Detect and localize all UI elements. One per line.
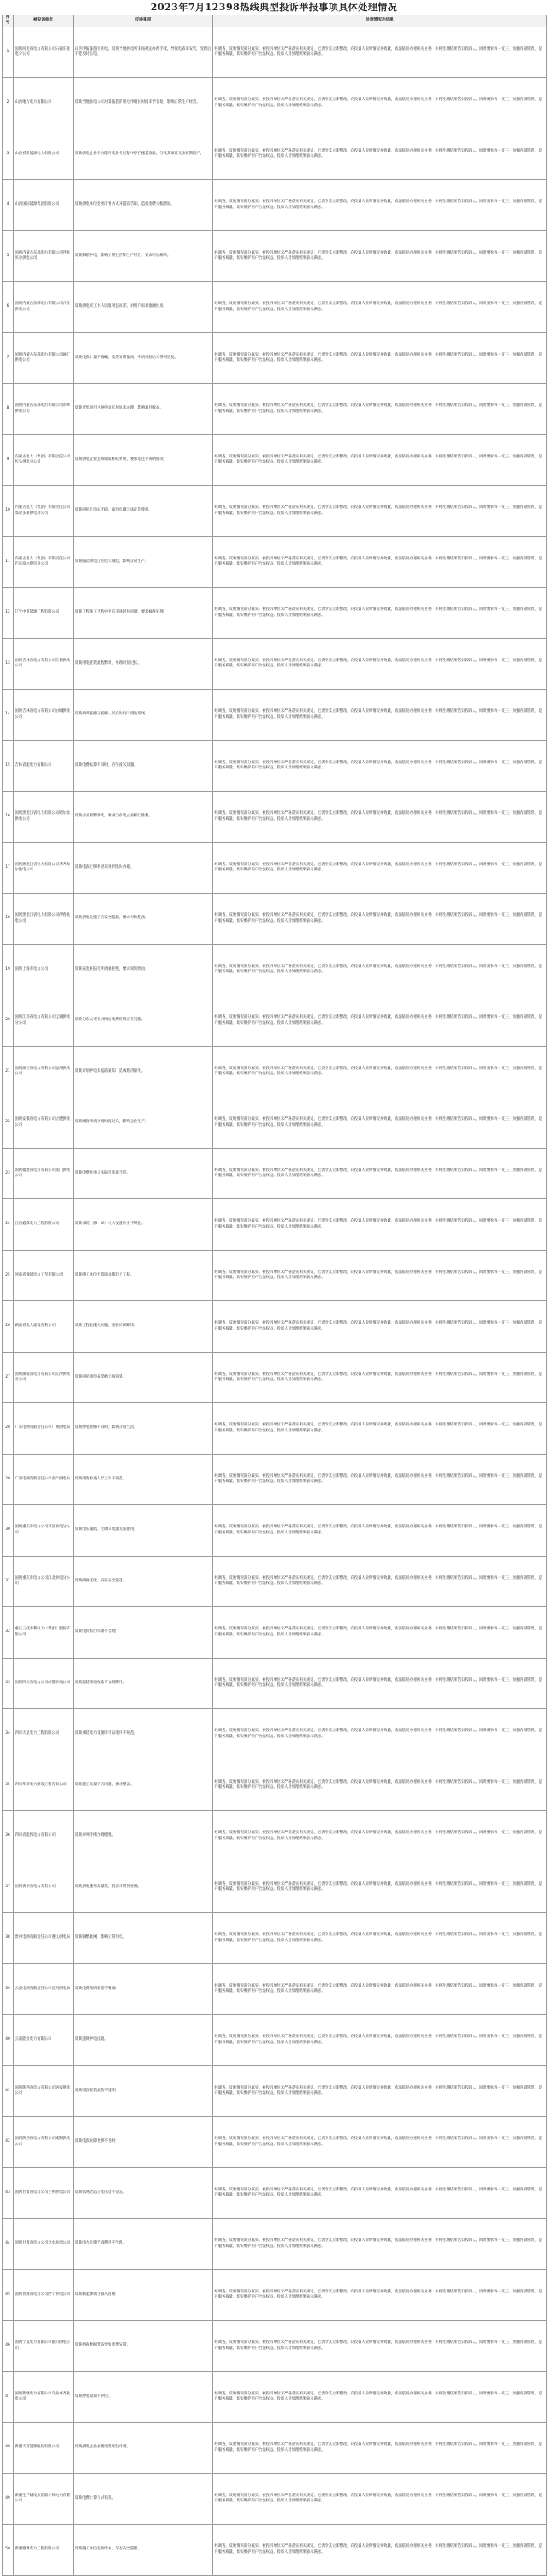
table-row (3, 2015, 547, 2066)
handling-result: 经调查，反映情况部分属实。被投诉单位未严格落实相关规定，已责令其立即整改，向投诉人说明情况并致歉，依法依规办理相关业务，并将处理结果告知投诉人。同时要求举一反三，加强内部管理，提升服务质量，切实维护用户合法权益。投诉人对处理结果表示满意。 (213, 792, 547, 843)
reported-issue: 反映用电检查人员工作不规范。 (74, 1454, 213, 1505)
row-number: 23 (3, 1148, 14, 1199)
table-row (3, 1352, 547, 1403)
row-number: 34 (3, 1709, 14, 1760)
complained-unit: 国网吉林省电力有限公司白城供电公司 (14, 690, 74, 741)
reported-issue: 反映报装用电收取不合理费用。 (74, 1658, 213, 1709)
handling-result: 经调查，反映情况部分属实。被投诉单位未严格落实相关规定，已责令其立即整改，向投诉人说明情况并致歉，依法依规办理相关业务，并将处理结果告知投诉人。同时要求举一反三，加强内部管理，提升服务质量，切实维护用户合法权益。投诉人对处理结果表示满意。 (213, 690, 547, 741)
reported-issue: 反映农网改造后电压仍不稳定。 (74, 2167, 213, 2219)
table-row (3, 1607, 547, 1659)
handling-result: 经调查，反映情况部分属实。被投诉单位未严格落实相关规定，已责令其立即整改，向投诉人说明情况并致歉，依法依规办理相关业务，并将处理结果告知投诉人。同时要求举一反三，加强内部管理，提升服务质量，切实维护用户合法权益。投诉人对处理结果表示满意。 (213, 740, 547, 792)
complained-unit: 国网内蒙古东部电力有限公司呼伦贝尔供电公司 (14, 230, 74, 282)
handling-result: 经调查，反映情况部分属实。被投诉单位未严格落实相关规定，已责令其立即整改，向投诉人说明情况并致歉，依法依规办理相关业务，并将处理结果告知投诉人。同时要求举一反三，加强内部管理，提升服务质量，切实维护用户合法权益。投诉人对处理结果表示满意。 (213, 1148, 547, 1199)
handling-result: 经调查，反映情况部分属实。被投诉单位未严格落实相关规定，已责令其立即整改，向投诉人说明情况并致歉，依法依规办理相关业务，并将处理结果告知投诉人。同时要求举一反三，加强内部管理，提升服务质量，切实维护用户合法权益。投诉人对处理结果表示满意。 (213, 1607, 547, 1659)
complained-unit: 国网甘肃省电力公司天水供电公司 (14, 2219, 74, 2270)
column-header-result: 处理情况及结果 (213, 15, 547, 27)
handling-result: 经调查，反映情况部分属实。被投诉单位未严格落实相关规定，已责令其立即整改，向投诉人说明情况并致歉，依法依规办理相关业务，并将处理结果告知投诉人。同时要求举一反三，加强内部管理，提升服务质量，切实维护用户合法权益。投诉人对处理结果表示满意。 (213, 1505, 547, 1557)
handling-result: 经调查，反映情况部分属实。被投诉单位未严格落实相关规定，已责令其立即整改，向投诉人说明情况并致歉，依法依规办理相关业务，并将处理结果告知投诉人。同时要求举一反三，加强内部管理，提升服务质量，切实维护用户合法权益。投诉人对处理结果表示满意。 (213, 638, 547, 690)
row-number: 37 (3, 1862, 14, 1913)
table-row (3, 78, 547, 129)
complained-unit: 内蒙古电力（集团）有限责任公司包头供电分公司 (14, 434, 74, 486)
handling-result: 经调查，反映情况部分属实。被投诉单位未严格落实相关规定，已责令其立即整改，向投诉人说明情况并致歉，依法依规办理相关业务，并将处理结果告知投诉人。同时要求举一反三，加强内部管理，提升服务质量，切实维护用户合法权益。投诉人对处理结果表示满意。 (213, 944, 547, 995)
reported-issue: 反映用电报装流程繁琐，办理时间过长。 (74, 638, 213, 690)
row-number: 18 (3, 894, 14, 945)
table-row (3, 1148, 547, 1199)
table-row (3, 1046, 547, 1097)
complained-unit: 国网重庆市电力公司江北供电分公司 (14, 1556, 74, 1607)
row-number: 4 (3, 180, 14, 231)
handling-result: 经调查，反映情况部分属实。被投诉单位未严格落实相关规定，已责令其立即整改，向投诉人说明情况并致歉，依法依规办理相关业务，并将处理结果告知投诉人。同时要求举一反三，加强内部管理，提升服务质量，切实维护用户合法权益。投诉人对处理结果表示满意。 (213, 894, 547, 945)
row-number: 31 (3, 1556, 14, 1607)
complained-unit: 国网宁夏电力有限公司银川供电公司 (14, 2321, 74, 2372)
table-row (3, 1454, 547, 1505)
handling-result: 经调查，反映情况部分属实。被投诉单位未严格落实相关规定，已责令其立即整改，向投诉人说明情况并致歉，依法依规办理相关业务，并将处理结果告知投诉人。同时要求举一反三，加强内部管理，提升服务质量，切实维护用户合法权益。投诉人对处理结果表示满意。 (213, 129, 547, 180)
handling-result: 经调查，反映情况部分属实。被投诉单位未严格落实相关规定，已责令其立即整改，向投诉人说明情况并致歉，依法依规办理相关业务，并将处理结果告知投诉人。同时要求举一反三，加强内部管理，提升服务质量，切实维护用户合法权益。投诉人对处理结果表示满意。 (213, 842, 547, 894)
table-row (3, 2219, 547, 2270)
row-number: 21 (3, 1046, 14, 1097)
reported-issue: 反映供电单位变更计费方式未提前告知，造成电费大幅增加。 (74, 180, 213, 231)
reported-issue: 反映并网手续办理缓慢。 (74, 1811, 213, 1862)
reported-issue: 反映增容报装流程不透明。 (74, 2065, 213, 2117)
handling-result: 经调查，反映情况部分属实。被投诉单位未严格落实相关规定，已责令其立即整改，向投诉人说明情况并致歉，依法依规办理相关业务，并将处理结果告知投诉人。同时要求举一反三，加强内部管理，提升服务质量，切实维护用户合法权益。投诉人对处理结果表示满意。 (213, 384, 547, 435)
reported-issue: 反映停电抢修不及时，影响正常生活。 (74, 1403, 213, 1455)
table-row (3, 282, 547, 333)
handling-result: 经调查，反映情况部分属实。被投诉单位未严格落实相关规定，已责令其立即整改，向投诉人说明情况并致歉，依法依规办理相关业务，并将处理结果告知投诉人。同时要求举一反三，加强内部管理，提升服务质量，切实维护用户合法权益。投诉人对处理结果表示满意。 (213, 1097, 547, 1149)
table-body (3, 27, 547, 2575)
complained-unit: 国网黑龙江省电力有限公司哈尔滨供电公司 (14, 792, 74, 843)
handling-result: 经调查，反映情况部分属实。被投诉单位未严格落实相关规定，已责令其立即整改，向投诉人说明情况并致歉，依法依规办理相关业务，并将处理结果告知投诉人。同时要求举一反三，加强内部管理，提升服务质量，切实维护用户合法权益。投诉人对处理结果表示满意。 (213, 1403, 547, 1455)
row-number: 27 (3, 1352, 14, 1403)
complained-unit: 四川省能投电力有限公司 (14, 1811, 74, 1862)
handling-result: 经调查，反映情况部分属实。被投诉单位未严格落实相关规定，已责令其立即整改，向投诉人说明情况并致歉，依法依规办理相关业务，并将处理结果告知投诉人。同时要求举一反三，加强内部管理，提升服务质量，切实维护用户合法权益。投诉人对处理结果表示满意。 (213, 1199, 547, 1251)
row-number: 29 (3, 1454, 14, 1505)
table-header-row (3, 15, 547, 27)
handling-result: 经调查，反映情况部分属实。被投诉单位未严格落实相关规定，已责令其立即整改，向投诉人说明情况并致歉，依法依规办理相关业务，并将处理结果告知投诉人。同时要求举一反三，加强内部管理，提升服务质量，切实维护用户合法权益。投诉人对处理结果表示满意。 (213, 995, 547, 1047)
handling-result: 经调查，反映情况部分属实。被投诉单位未严格落实相关规定，已责令其立即整改，向投诉人说明情况并致歉，依法依规办理相关业务，并将处理结果告知投诉人。同时要求举一反三，加强内部管理，提升服务质量，切实维护用户合法权益。投诉人对处理结果表示满意。 (213, 2167, 547, 2219)
reported-issue: 反映小区频繁停电，物业与供电企业相互推诿。 (74, 792, 213, 843)
handling-result: 经调查，反映情况部分属实。被投诉单位未严格落实相关规定，已责令其立即整改，向投诉人说明情况并致歉，依法依规办理相关业务，并将处理结果告知投诉人。同时要求举一反三，加强内部管理，提升服务质量，切实维护用户合法权益。投诉人对处理结果表示满意。 (213, 1963, 547, 2015)
reported-issue: 反映居民区电压不稳，家用电器无法正常使用。 (74, 486, 213, 537)
table-row (3, 2473, 547, 2525)
row-number: 33 (3, 1658, 14, 1709)
complained-unit: 国网陕西省电力有限公司西安供电公司 (14, 2065, 74, 2117)
table-row (3, 2371, 547, 2423)
table-row (3, 1913, 547, 1964)
table-row (3, 230, 547, 282)
reported-issue: 反映承装电力设施许可证使用不规范。 (74, 1709, 213, 1760)
handling-result: 经调查，反映情况部分属实。被投诉单位未严格落实相关规定，已责令其立即整改，向投诉人说明情况并致歉，依法依规办理相关业务，并将处理结果告知投诉人。同时要求举一反三，加强内部管理，提升服务质量，切实维护用户合法权益。投诉人对处理结果表示满意。 (213, 1760, 547, 1811)
row-number: 35 (3, 1760, 14, 1811)
handling-result: 经调查，反映情况部分属实。被投诉单位未严格落实相关规定，已责令其立即整改，向投诉人说明情况并致歉，依法依规办理相关业务，并将处理结果告知投诉人。同时要求举一反三，加强内部管理，提升服务质量，切实维护用户合法权益。投诉人对处理结果表示满意。 (213, 1301, 547, 1353)
handling-result: 经调查，反映情况部分属实。被投诉单位未严格落实相关规定，已责令其立即整改，向投诉人说明情况并致歉，依法依规办理相关业务，并将处理结果告知投诉人。同时要求举一反三，加强内部管理，提升服务质量，切实维护用户合法权益。投诉人对处理结果表示满意。 (213, 1046, 547, 1097)
reported-issue: 反映施工单位违规作业，存在安全隐患。 (74, 2525, 213, 2576)
handling-result: 经调查，反映情况部分属实。被投诉单位未严格落实相关规定，已责令其立即整改，向投诉人说明情况并致歉，依法依规办理相关业务，并将处理结果告知投诉人。同时要求举一反三，加强内部管理，提升服务质量，切实维护用户合法权益。投诉人对处理结果表示满意。 (213, 1811, 547, 1862)
handling-result: 经调查，反映情况部分属实。被投诉单位未严格落实相关规定，已责令其立即整改，向投诉人说明情况并致歉，依法依规办理相关业务，并将处理结果告知投诉人。同时要求举一反三，加强内部管理，提升服务质量，切实维护用户合法权益。投诉人对处理结果表示满意。 (213, 332, 547, 384)
reported-issue: 反映分布式光伏并网后电费结算存在问题。 (74, 995, 213, 1047)
row-number: 41 (3, 2065, 14, 2117)
table-row (3, 588, 547, 639)
table-row (3, 740, 547, 792)
reported-issue: 反映充电桩报装申请被拒绝，要求说明理由。 (74, 944, 213, 995)
handling-result: 经调查，反映情况部分属实。被投诉单位未严格落实相关规定，已责令其立即整改，向投诉人说明情况并致歉，依法依规办理相关业务，并将处理结果告知投诉人。同时要求举一反三，加强内部管理，提升服务质量，切实维护用户合法权益。投诉人对处理结果表示满意。 (213, 282, 547, 333)
table-row (3, 1556, 547, 1607)
reported-issue: 反映施工质量存在问题，要求整改。 (74, 1760, 213, 1811)
reported-issue: 反映供电企业违规收取相关费用，要求退还并说明情况。 (74, 434, 213, 486)
handling-result: 经调查，反映情况部分属实。被投诉单位未严格落实相关规定，已责令其立即整改，向投诉人说明情况并致歉，依法依规办理相关业务，并将处理结果告知投诉人。同时要求举一反三，加强内部管理，提升服务质量，切实维护用户合法权益。投诉人对处理结果表示满意。 (213, 1454, 547, 1505)
complained-unit: 山西省新能源电力有限公司 (14, 129, 74, 180)
complained-unit: 山西地方电力有限公司 (14, 78, 74, 129)
row-number: 19 (3, 944, 14, 995)
complained-unit: 贵州电网有限责任公司遵义供电局 (14, 1913, 74, 1964)
table-row (3, 944, 547, 995)
complained-unit: 国网新疆电力有限公司乌鲁木齐供电公司 (14, 2371, 74, 2423)
table-row (3, 842, 547, 894)
row-number: 25 (3, 1250, 14, 1301)
complained-unit: 国网湖南省电力有限公司长沙供电分公司 (14, 1352, 74, 1403)
complained-unit: 国网黑龙江省电力有限公司伊春供电公司 (14, 894, 74, 945)
table-row (3, 2065, 547, 2117)
complained-unit: 国网黑龙江省电力有限公司齐齐哈尔供电公司 (14, 842, 74, 894)
complained-unit: 新疆天富能源股份有限公司 (14, 2423, 74, 2474)
reported-issue: 反映供电服务质量差，投诉未得到处理。 (74, 1862, 213, 1913)
reported-issue: 反映增容申请办理时间过长，影响企业生产。 (74, 1097, 213, 1149)
complained-unit: 国网内蒙古东部电力有限公司赤峰供电公司 (14, 384, 74, 435)
reported-issue: 反映计划停电未提前通知，造成经济损失。 (74, 1046, 213, 1097)
row-number: 5 (3, 230, 14, 282)
reported-issue: 反映电价执行标准不合理。 (74, 1607, 213, 1659)
handling-result: 经调查，反映情况部分属实。被投诉单位未严格落实相关规定，已责令其立即整改，向投诉人说明情况并致歉，依法依规办理相关业务，并将处理结果告知投诉人。同时要求举一反三，加强内部管理，提升服务质量，切实维护用户合法权益。投诉人对处理结果表示满意。 (213, 2423, 547, 2474)
handling-result: 经调查，反映情况部分属实。被投诉单位未严格落实相关规定，已责令其立即整改，向投诉人说明情况并致歉，依法依规办理相关业务，并将处理结果告知投诉人。同时要求举一反三，加强内部管理，提升服务质量，切实维护用户合法权益。投诉人对处理结果表示满意。 (213, 1709, 547, 1760)
reported-issue: 反映电费结算不及时，存在拖欠问题。 (74, 740, 213, 792)
complained-unit: 国网内蒙古东部电力有限公司通辽供电公司 (14, 332, 74, 384)
handling-result: 经调查，反映情况部分属实。被投诉单位未严格落实相关规定，已责令其立即整改，向投诉人说明情况并致歉，依法依规办理相关业务，并将处理结果告知投诉人。同时要求举一反三，加强内部管理，提升服务质量，切实维护用户合法权益。投诉人对处理结果表示满意。 (213, 536, 547, 588)
complained-unit: 内蒙古电力（集团）有限责任公司鄂尔多斯供电分公司 (14, 486, 74, 537)
table-row (3, 1097, 547, 1149)
row-number: 26 (3, 1301, 14, 1353)
table-row (3, 2167, 547, 2219)
table-row (3, 384, 547, 435)
table-row (3, 1250, 547, 1301)
reported-issue: 反映频繁跳闸，影响正常用电。 (74, 1913, 213, 1964)
complained-unit: 四川天星电力工程有限公司 (14, 1709, 74, 1760)
complained-unit: 新疆生产建设兵团第八师电力有限公司 (14, 2473, 74, 2525)
handling-result: 经调查，反映情况部分属实。被投诉单位未严格落实相关规定，已责令其立即整改，向投诉人说明情况并致歉，依法依规办理相关业务，并将处理结果告知投诉人。同时要求举一反三，加强内部管理，提升服务质量，切实维护用户合法权益。投诉人对处理结果表示满意。 (213, 1913, 547, 1964)
row-number: 17 (3, 842, 14, 894)
handling-result: 经调查，反映情况部分属实。被投诉单位未严格落实相关规定，已责令其立即整改，向投诉人说明情况并致歉，依法依规办理相关业务，并将处理结果告知投诉人。同时要求举一反三，加强内部管理，提升服务质量，切实维护用户合法权益。投诉人对处理结果表示满意。 (213, 486, 547, 537)
row-number: 13 (3, 638, 14, 690)
table-row (3, 27, 547, 78)
row-number: 50 (3, 2525, 14, 2576)
reported-issue: 反映违规停电问题。 (74, 2015, 213, 2066)
table-row (3, 1505, 547, 1557)
handling-result: 经调查，反映情况部分属实。被投诉单位未严格落实相关规定，已责令其立即整改，向投诉人说明情况并致歉，依法依规办理相关业务，并将处理结果告知投诉人。同时要求举一反三，加强内部管理，提升服务质量，切实维护用户合法权益。投诉人对处理结果表示满意。 (213, 2525, 547, 2576)
complained-unit: 国网贵州省电力有限公司 (14, 1862, 74, 1913)
row-number: 22 (3, 1097, 14, 1149)
complained-unit: 国网陕西省电力有限公司咸阳供电公司 (14, 2117, 74, 2168)
reported-issue: 反映承装（修、试）电力设施作业不规范。 (74, 1199, 213, 1251)
complained-unit: 云南能投电力有限公司 (14, 2015, 74, 2066)
table-row (3, 536, 547, 588)
row-number: 10 (3, 486, 14, 537)
handling-result: 经调查，反映情况部分属实。被投诉单位未严格落实相关规定，已责令其立即整改，向投诉人说明情况并致歉，依法依规办理相关业务，并将处理结果告知投诉人。同时要求举一反三，加强内部管理，提升服务质量，切实维护用户合法权益。投诉人对处理结果表示满意。 (213, 78, 547, 129)
complained-unit: 国网浙江省电力有限公司温州供电公司 (14, 1046, 74, 1097)
reported-issue: 反映电表计量不准确，电费异常偏高，申请校验后未得到答复。 (74, 332, 213, 384)
complained-unit: 江西鑫森电力工程有限公司 (14, 1199, 74, 1251)
complained-unit: 广东电网有限责任公司广州供电局 (14, 1403, 74, 1455)
table-row (3, 1199, 547, 1251)
reported-issue: 反映线路老化，存在安全隐患。 (74, 1556, 213, 1607)
handling-result: 经调查，反映情况部分属实。被投诉单位未严格落实相关规定，已责令其立即整改，向投诉人说明情况并致歉，依法依规办理相关业务，并将处理结果告知投诉人。同时要求举一反三，加强内部管理，提升服务质量，切实维护用户合法权益。投诉人对处理结果表示满意。 (213, 2371, 547, 2423)
row-number: 46 (3, 2321, 14, 2372)
reported-issue: 反映当地供电公司对其报装的用电申请长时间未予答复，影响正常生产经营。 (74, 78, 213, 129)
page-title: 2023年7月12398热线典型投诉举报事项具体处理情况 (150, 2, 398, 13)
row-number: 47 (3, 2371, 14, 2423)
complained-unit: 云南电网有限责任公司昆明供电局 (14, 1963, 74, 2015)
table-row (3, 1709, 547, 1760)
handling-result: 经调查，反映情况部分属实。被投诉单位未严格落实相关规定，已责令其立即整改，向投诉人说明情况并致歉，依法依规办理相关业务，并将处理结果告知投诉人。同时要求举一反三，加强内部管理，提升服务质量，切实维护用户合法权益。投诉人对处理结果表示满意。 (213, 2015, 547, 2066)
handling-result: 经调查，反映情况部分属实。被投诉单位未严格落实相关规定，已责令其立即整改，向投诉人说明情况并致歉，依法依规办理相关业务，并将处理结果告知投诉人。同时要求举一反三，加强内部管理，提升服务质量，切实维护用户合法权益。投诉人对处理结果表示满意。 (213, 27, 547, 78)
handling-result: 经调查，反映情况部分属实。被投诉单位未严格落实相关规定，已责令其立即整改，向投诉人说明情况并致歉，依法依规办理相关业务，并将处理结果告知投诉人。同时要求举一反三，加强内部管理，提升服务质量，切实维护用户合法权益。投诉人对处理结果表示满意。 (213, 2219, 547, 2270)
row-number: 44 (3, 2219, 14, 2270)
row-number: 49 (3, 2473, 14, 2525)
row-number: 43 (3, 2167, 14, 2219)
row-number: 45 (3, 2269, 14, 2321)
handling-result: 经调查，反映情况部分属实。被投诉单位未严格落实相关规定，已责令其立即整改，向投诉人说明情况并致歉，依法依规办理相关业务，并将处理结果告知投诉人。同时要求举一反三，加强内部管理，提升服务质量，切实维护用户合法权益。投诉人对处理结果表示满意。 (213, 180, 547, 231)
row-number: 15 (3, 740, 14, 792)
column-header-unit: 被投诉单位 (14, 15, 74, 27)
complained-unit: 国网福建省电力有限公司厦门供电公司 (14, 1148, 74, 1199)
row-number: 20 (3, 995, 14, 1047)
reported-issue: 反映光伏项目并网申请长时间未办理，影响项目收益。 (74, 384, 213, 435)
reported-issue: 反映供电设施存在安全隐患，要求尽快整改。 (74, 894, 213, 945)
handling-result: 经调查，反映情况部分属实。被投诉单位未严格落实相关规定，已责令其立即整改，向投诉人说明情况并致歉，依法依规办理相关业务，并将处理结果告知投诉人。同时要求举一反三，加强内部管理，提升服务质量，切实维护用户合法权益。投诉人对处理结果表示满意。 (213, 1556, 547, 1607)
table-row (3, 1301, 547, 1353)
handling-result: 经调查，反映情况部分属实。被投诉单位未严格落实相关规定，已责令其立即整改，向投诉人说明情况并致歉，依法依规办理相关业务，并将处理结果告知投诉人。同时要求举一反三，加强内部管理，提升服务质量，切实维护用户合法权益。投诉人对处理结果表示满意。 (213, 1658, 547, 1709)
complained-unit: 新疆德翼电力工程有限公司 (14, 2525, 74, 2576)
reported-issue: 反映抄表数据错误导致电费异常。 (74, 2321, 213, 2372)
complained-unit: 辽宁中電能源工程有限公司 (14, 588, 74, 639)
table-row (3, 690, 547, 741)
table-row (3, 434, 547, 486)
complained-unit: 国网上海市电力公司 (14, 944, 74, 995)
complained-unit: 广西电网有限责任公司南宁供电局 (14, 1454, 74, 1505)
complaints-table (2, 15, 547, 2576)
table-row (3, 1760, 547, 1811)
complained-unit: 国网安徽省电力有限公司合肥供电公司 (14, 1097, 74, 1149)
row-number: 14 (3, 690, 14, 741)
handling-result: 经调查，反映情况部分属实。被投诉单位未严格落实相关规定，已责令其立即整改，向投诉人说明情况并致歉，依法依规办理相关业务，并将处理结果告知投诉人。同时要求举一反三，加强内部管理，提升服务质量，切实维护用户合法权益。投诉人对处理结果表示满意。 (213, 1862, 547, 1913)
reported-issue: 反映电费计算方式有误。 (74, 2473, 213, 2525)
table-row (3, 2269, 547, 2321)
complained-unit: 内蒙古电力（集团）有限责任公司巴彦淖尔供电分公司 (14, 536, 74, 588)
row-number: 16 (3, 792, 14, 843)
reported-issue: 反映故障报修后抢修人员长时间未到达现场。 (74, 690, 213, 741)
table-row (3, 1963, 547, 2015)
row-number: 11 (3, 536, 14, 588)
complained-unit: 国网青海省电力公司西宁供电公司 (14, 2269, 74, 2321)
row-number: 12 (3, 588, 14, 639)
reported-issue: 日常申报旅游业用电，反映当地供电所未按规定办理手续，导致电表未安装，受理后不能及时送电。 (74, 27, 213, 78)
reported-issue: 反映停电通知不到位。 (74, 2371, 213, 2423)
complained-unit: 四川华济电力建设工程有限公司 (14, 1760, 74, 1811)
table-row (3, 2117, 547, 2168)
reported-issue: 反映电表故障更换不及时。 (74, 2117, 213, 2168)
table-row (3, 638, 547, 690)
complained-unit: 国网吉林省电力有限公司长春供电公司 (14, 638, 74, 690)
table-row (3, 995, 547, 1047)
complained-unit: 国网甘肃省电力公司兰州供电公司 (14, 2167, 74, 2219)
reported-issue: 反映报装用电后迟迟未通电，影响正常生产。 (74, 536, 213, 588)
row-number: 36 (3, 1811, 14, 1862)
complained-unit: 国网内蒙古东部电力有限公司兴安供电公司 (14, 282, 74, 333)
row-number: 2 (3, 78, 14, 129)
reported-issue: 反映工程款拖欠问题，要求协调解决。 (74, 1301, 213, 1353)
complained-unit: 国网四川省电力公司成都供电公司 (14, 1658, 74, 1709)
column-header-issue: 反映事项 (74, 15, 213, 27)
table-row (3, 1403, 547, 1455)
complained-unit: 湖南省电力建设有限公司 (14, 1301, 74, 1353)
reported-issue: 反映电费账单与实际用电量不符。 (74, 1148, 213, 1199)
reported-issue: 反映供电企业在办理用电业务过程中存在拖延现象，导致其项目无法按期投产。 (74, 129, 213, 180)
reported-issue: 反映居民用电报装被无故拖延。 (74, 1352, 213, 1403)
reported-issue: 反映频繁停电，影响正常生活和生产经营，要求尽快解决。 (74, 230, 213, 282)
handling-result: 经调查，反映情况部分属实。被投诉单位未严格落实相关规定，已责令其立即整改，向投诉人说明情况并致歉，依法依规办理相关业务，并将处理结果告知投诉人。同时要求举一反三，加强内部管理，提升服务质量，切实维护用户合法权益。投诉人对处理结果表示满意。 (213, 2117, 547, 2168)
table-row (3, 1811, 547, 1862)
row-number: 48 (3, 2423, 14, 2474)
table-row (3, 792, 547, 843)
reported-issue: 反映电表迁移申请未得到及时办理。 (74, 842, 213, 894)
row-number: 30 (3, 1505, 14, 1557)
row-number: 9 (3, 434, 14, 486)
complained-unit: 山西国际能源集团有限公司 (14, 180, 74, 231)
row-number: 1 (3, 27, 14, 78)
row-number: 28 (3, 1403, 14, 1455)
handling-result: 经调查，反映情况部分属实。被投诉单位未严格落实相关规定，已责令其立即整改，向投诉人说明情况并致歉，依法依规办理相关业务，并将处理结果告知投诉人。同时要求举一反三，加强内部管理，提升服务质量，切实维护用户合法权益。投诉人对处理结果表示满意。 (213, 2065, 547, 2117)
handling-result: 经调查，反映情况部分属实。被投诉单位未严格落实相关规定，已责令其立即整改，向投诉人说明情况并致歉，依法依规办理相关业务，并将处理结果告知投诉人。同时要求举一反三，加强内部管理，提升服务质量，切实维护用户合法权益。投诉人对处理结果表示满意。 (213, 1352, 547, 1403)
row-number: 24 (3, 1199, 14, 1251)
reported-issue: 反映电费缴纳渠道不畅通。 (74, 1963, 213, 2015)
complained-unit: 吉林省能电力有限公司 (14, 740, 74, 792)
handling-result: 经调查，反映情况部分属实。被投诉单位未严格落实相关规定，已责令其立即整改，向投诉人说明情况并致歉，依法依规办理相关业务，并将处理结果告知投诉人。同时要求举一反三，加强内部管理，提升服务质量，切实维护用户合法权益。投诉人对处理结果表示满意。 (213, 1250, 547, 1301)
table-row (3, 2321, 547, 2372)
row-number: 38 (3, 1913, 14, 1964)
complained-unit: 河南省豫能电力工程有限公司 (14, 1250, 74, 1301)
row-number: 3 (3, 129, 14, 180)
reported-issue: 反映供电企业拒绝受理用电申请。 (74, 2423, 213, 2474)
row-number: 42 (3, 2117, 14, 2168)
handling-result: 经调查，反映情况部分属实。被投诉单位未严格落实相关规定，已责令其立即整改，向投诉人说明情况并致歉，依法依规办理相关业务，并将处理结果告知投诉人。同时要求举一反三，加强内部管理，提升服务质量，切实维护用户合法权益。投诉人对处理结果表示满意。 (213, 588, 547, 639)
table-row (3, 894, 547, 945)
reported-issue: 反映供电所工作人员服务态度差，对用户诉求推诿扯皮。 (74, 282, 213, 333)
table-row (3, 1862, 547, 1913)
row-number: 40 (3, 2015, 14, 2066)
reported-issue: 反映施工单位无资质承揽电力工程。 (74, 1250, 213, 1301)
reported-issue: 反映新能源项目接入困难。 (74, 2269, 213, 2321)
table-row (3, 1658, 547, 1709)
table-row (3, 486, 547, 537)
row-number: 7 (3, 332, 14, 384)
handling-result: 经调查，反映情况部分属实。被投诉单位未严格落实相关规定，已责令其立即整改，向投诉人说明情况并致歉，依法依规办理相关业务，并将处理结果告知投诉人。同时要求举一反三，加强内部管理，提升服务质量，切实维护用户合法权益。投诉人对处理结果表示满意。 (213, 2269, 547, 2321)
table-row (3, 129, 547, 180)
reported-issue: 反映工程施工过程中存在违规转包问题，要求核查处理。 (74, 588, 213, 639)
complained-unit: 国网重庆市电力公司市区供电分公司 (14, 1505, 74, 1557)
row-number: 8 (3, 384, 14, 435)
table-row (3, 2525, 547, 2576)
complained-unit: 国网河北省电力有限公司石家庄供电分公司 (14, 27, 74, 78)
reported-issue: 反映电力设施迁改费用不合理。 (74, 2219, 213, 2270)
handling-result: 经调查，反映情况部分属实。被投诉单位未严格落实相关规定，已责令其立即整改，向投诉人说明情况并致歉，依法依规办理相关业务，并将处理结果告知投诉人。同时要求举一反三，加强内部管理，提升服务质量，切实维护用户合法权益。投诉人对处理结果表示满意。 (213, 2473, 547, 2525)
table-row (3, 332, 547, 384)
table-row (3, 2423, 547, 2474)
column-header-number: 序号 (3, 15, 14, 27)
handling-result: 经调查，反映情况部分属实。被投诉单位未严格落实相关规定，已责令其立即整改，向投诉人说明情况并致歉，依法依规办理相关业务，并将处理结果告知投诉人。同时要求举一反三，加强内部管理，提升服务质量，切实维护用户合法权益。投诉人对处理结果表示满意。 (213, 2321, 547, 2372)
handling-result: 经调查，反映情况部分属实。被投诉单位未严格落实相关规定，已责令其立即整改，向投诉人说明情况并致歉，依法依规办理相关业务，并将处理结果告知投诉人。同时要求举一反三，加强内部管理，提升服务质量，切实维护用户合法权益。投诉人对处理结果表示满意。 (213, 230, 547, 282)
table-row (3, 180, 547, 231)
row-number: 32 (3, 1607, 14, 1659)
row-number: 39 (3, 1963, 14, 2015)
complained-unit: 重庆三峡水利电力（集团）股份有限公司 (14, 1607, 74, 1659)
complained-unit: 国网江苏省电力有限公司无锡供电分公司 (14, 995, 74, 1047)
handling-result: 经调查，反映情况部分属实。被投诉单位未严格落实相关规定，已责令其立即整改，向投诉人说明情况并致歉，依法依规办理相关业务，并将处理结果告知投诉人。同时要求举一反三，加强内部管理，提升服务质量，切实维护用户合法权益。投诉人对处理结果表示满意。 (213, 434, 547, 486)
row-number: 6 (3, 282, 14, 333)
reported-issue: 反映电压偏低，空调等电器无法使用。 (74, 1505, 213, 1557)
